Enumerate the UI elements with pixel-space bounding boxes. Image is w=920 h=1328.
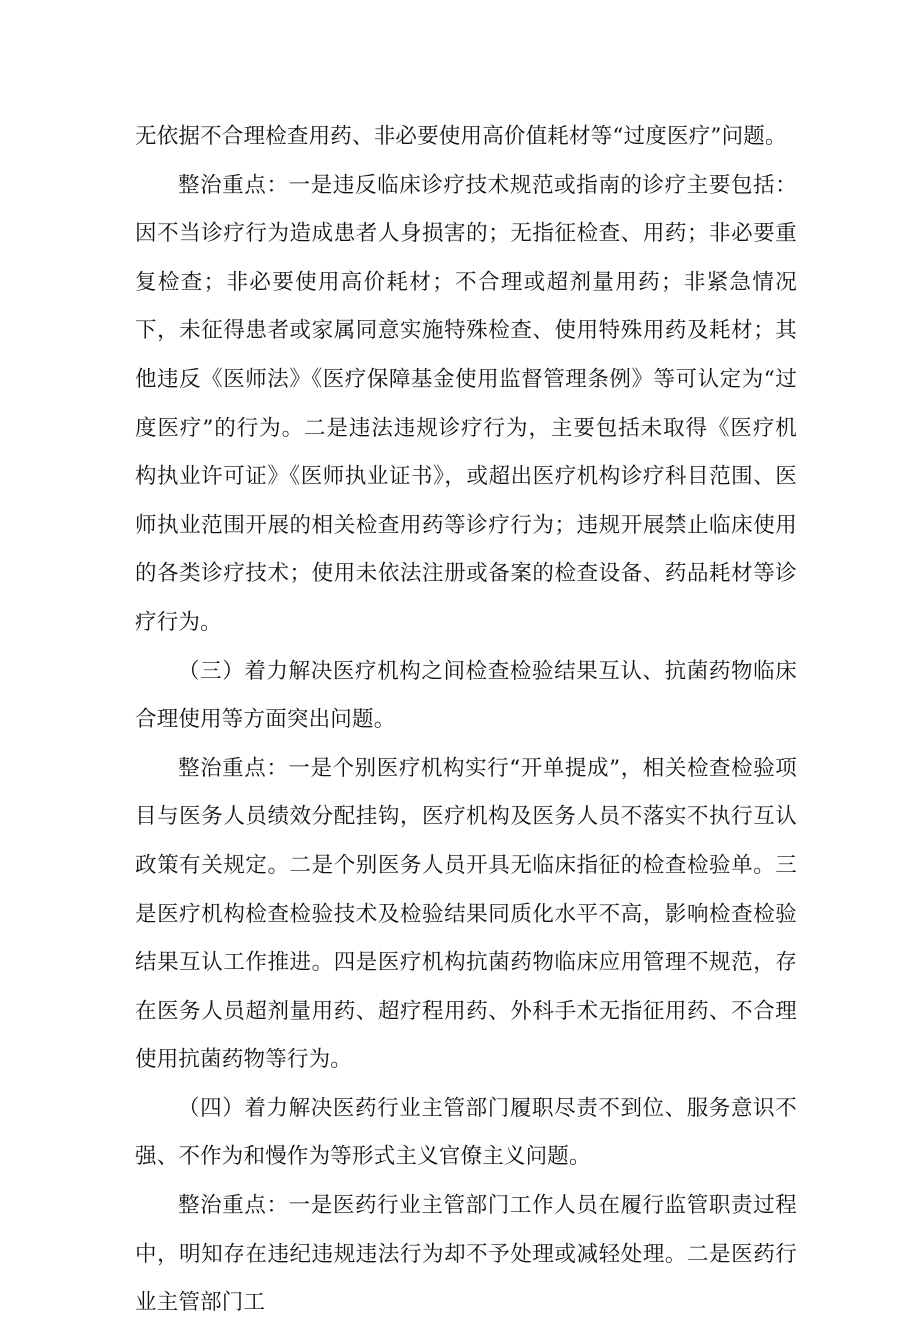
section-heading-3: （三）着力解决医疗机构之间检查检验结果互认、抗菌药物临床合理使用等方面突出问题。 bbox=[135, 658, 797, 733]
section-heading-4: （四）着力解决医药行业主管部门履职尽责不到位、服务意识不强、不作为和慢作为等形式主义官僚主义问题。 bbox=[135, 1095, 797, 1170]
paragraph-focus-4: 整治重点：一是医药行业主管部门工作人员在履行监管职责过程中，明知存在违纪违规违法行为却不予处理或减轻处理。二是医药行业主管部门工 bbox=[135, 1193, 797, 1316]
paragraph-focus-1: 整治重点：一是违反临床诊疗技术规范或指南的诊疗主要包括：因不当诊疗行为造成患者人身损害的；无指征检查、用药；非必要重复检查；非必要使用高价耗材；不合理或超剂量用药；非紧急情况下，未征得患者或家属同意实施特殊检查、使用特殊用药及耗材；其他违反《医师法》《医疗保障基金使用监督管理条例》等可认定为“过度医疗”的行为。二是违法违规诊疗行为，主要包括未取得《医疗机构执业许可证》《医师执业证书》，或超出医疗机构诊疗科目范围、医师执业范围开展的相关检查用药等诊疗行为；违规开展禁止临床使用的各类诊疗技术；使用未依法注册或备案的检查设备、药品耗材等诊疗行为。 bbox=[135, 172, 797, 635]
paragraph-continuation: 无依据不合理检查用药、非必要使用高价值耗材等“过度医疗”问题。 bbox=[135, 124, 787, 149]
paragraph-focus-3: 整治重点：一是个别医疗机构实行“开单提成”，相关检查检验项目与医务人员绩效分配挂钩，医疗机构及医务人员不落实不执行互认政策有关规定。二是个别医务人员开具无临床指征的检查检验单。三是医疗机构检查检验技术及检验结果同质化水平不高，影响检查检验结果互认工作推进。四是医疗机构抗菌药物临床应用管理不规范，存在医务人员超剂量用药、超疗程用药、外科手术无指征用药、不合理使用抗菌药物等行为。 bbox=[135, 755, 797, 1073]
